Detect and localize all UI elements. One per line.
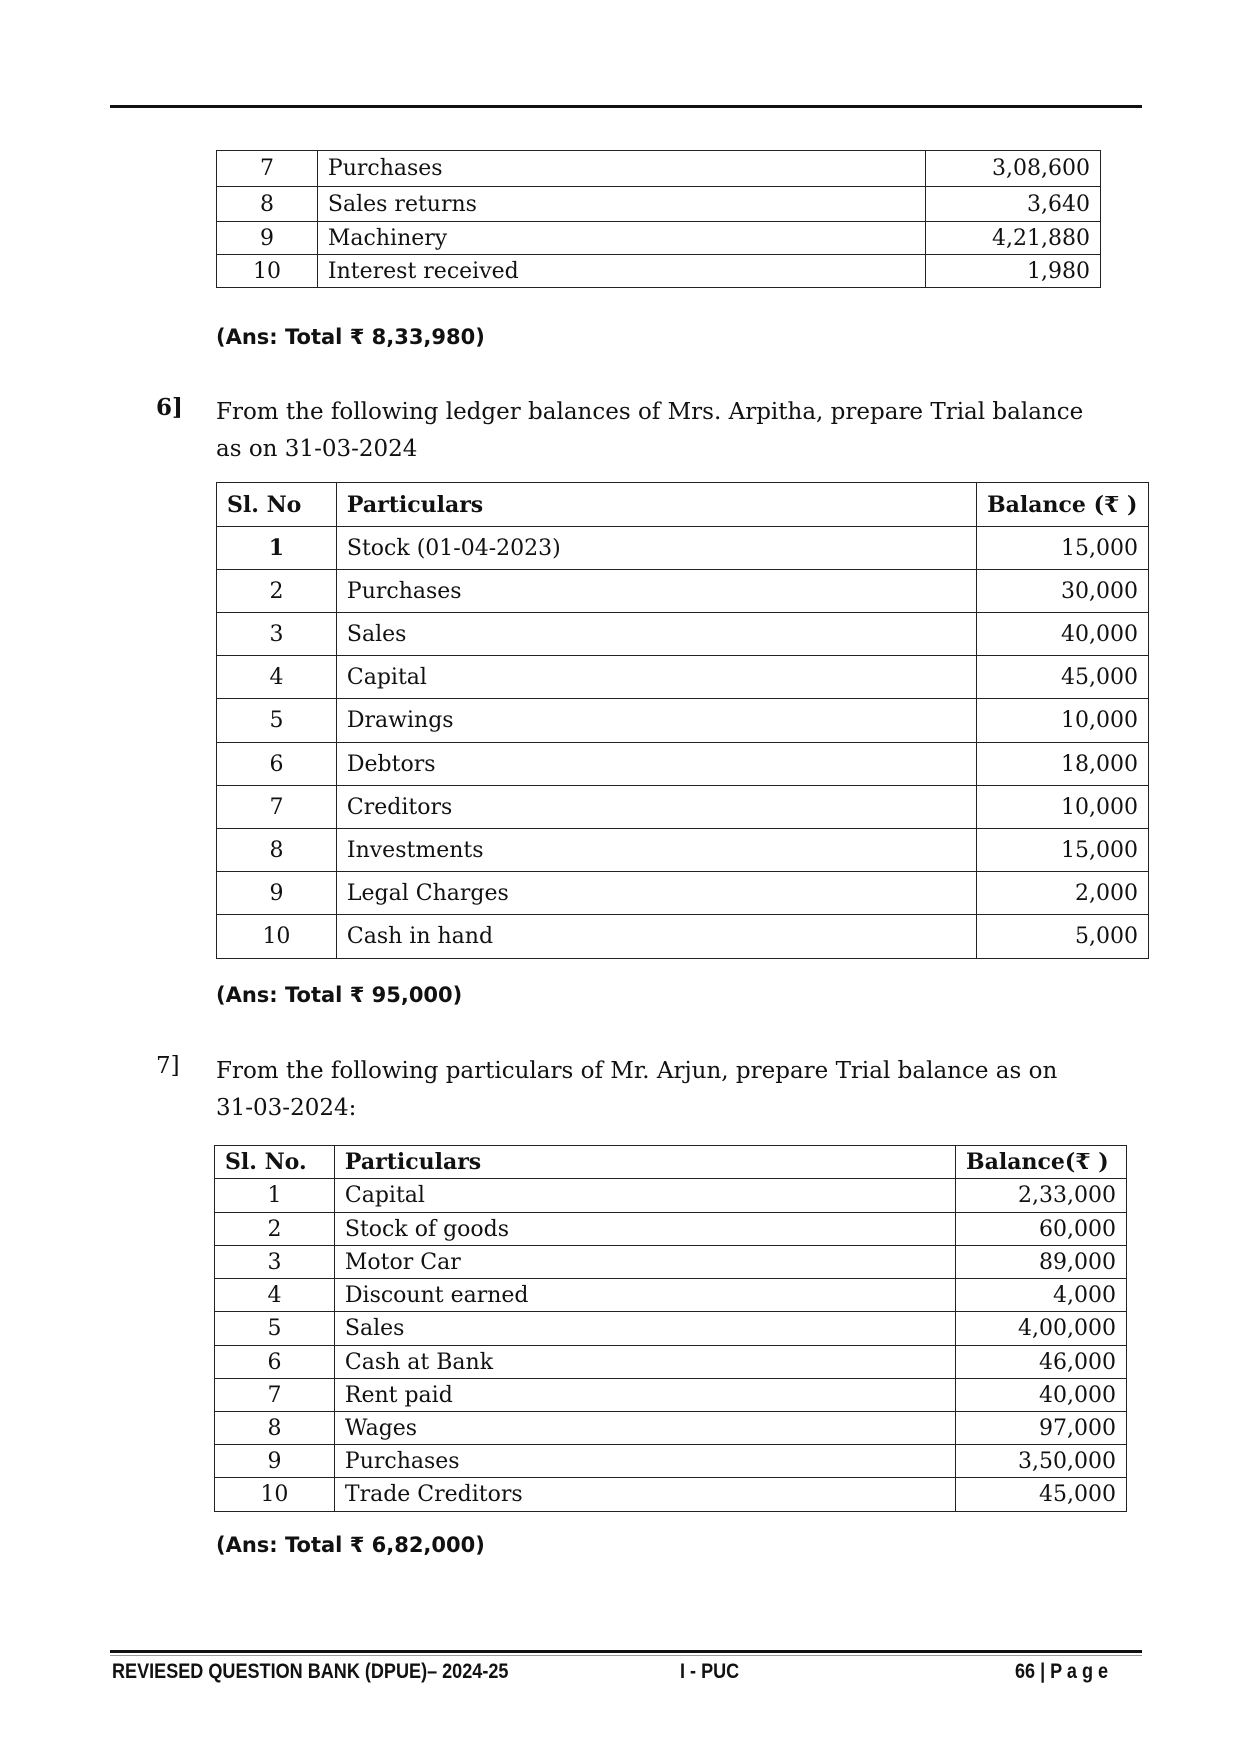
trial-balance-table-arpitha bbox=[216, 482, 1149, 959]
row-amount-cell: 10,000 bbox=[977, 786, 1149, 829]
footer-center: I - PUC bbox=[680, 1660, 740, 1683]
ledger-table-continued bbox=[216, 150, 1101, 288]
row-amount-cell: 5,000 bbox=[977, 915, 1149, 959]
row-sl-cell: 8 bbox=[217, 187, 318, 222]
row-amount-cell: 10,000 bbox=[977, 699, 1149, 743]
row-sl-cell: 5 bbox=[217, 699, 337, 743]
row-particular-cell: Interest received bbox=[317, 255, 925, 288]
table-row bbox=[215, 1246, 1127, 1279]
table-row bbox=[217, 222, 1101, 255]
row-sl-cell: 7 bbox=[217, 786, 337, 829]
row-sl-cell: 10 bbox=[215, 1478, 335, 1512]
table-row bbox=[217, 151, 1101, 187]
row-sl-cell: 1 bbox=[215, 1179, 335, 1213]
row-amount-cell: 40,000 bbox=[977, 613, 1149, 656]
answer-total-3: (Ans: Total ₹ 6,82,000) bbox=[216, 1533, 485, 1557]
row-sl-cell: 5 bbox=[215, 1312, 335, 1346]
row-amount-cell: 18,000 bbox=[977, 743, 1149, 786]
row-amount-cell: 4,00,000 bbox=[956, 1312, 1127, 1346]
row-particular-cell: Cash at Bank bbox=[334, 1346, 955, 1379]
row-particular-cell: Creditors bbox=[336, 786, 976, 829]
table-row bbox=[215, 1213, 1127, 1246]
row-amount-cell: 1,980 bbox=[926, 255, 1101, 288]
row-sl-cell: 6 bbox=[215, 1346, 335, 1379]
row-sl-cell: 4 bbox=[215, 1279, 335, 1312]
table-row bbox=[215, 1312, 1127, 1346]
row-particular-cell: Sales bbox=[336, 613, 976, 656]
row-particular-cell: Drawings bbox=[336, 699, 976, 743]
row-amount-cell: 40,000 bbox=[956, 1379, 1127, 1412]
row-particular-cell: Sales returns bbox=[317, 187, 925, 222]
table-row bbox=[217, 255, 1101, 288]
row-sl-cell: 8 bbox=[217, 829, 337, 872]
row-sl-cell: 10 bbox=[217, 915, 337, 959]
table-row bbox=[217, 829, 1149, 872]
table-row bbox=[215, 1445, 1127, 1478]
row-sl-cell: 9 bbox=[217, 222, 318, 255]
row-sl-cell: 7 bbox=[215, 1379, 335, 1412]
question-text-7: From the following particulars of Mr. Arjun, prepare Trial balance as on 31-03-2024: bbox=[216, 1058, 1058, 1121]
table-row bbox=[217, 187, 1101, 222]
row-amount-cell: 60,000 bbox=[956, 1213, 1127, 1246]
row-amount-cell: 89,000 bbox=[956, 1246, 1127, 1279]
row-particular-cell: Rent paid bbox=[334, 1379, 955, 1412]
table-row bbox=[217, 527, 1149, 570]
column-header-particulars: Particulars bbox=[334, 1146, 955, 1179]
table-row bbox=[215, 1279, 1127, 1312]
column-header-balance: Balance (₹ ) bbox=[977, 483, 1149, 527]
question-number-7: 7] bbox=[156, 1053, 180, 1079]
answer-total-1: (Ans: Total ₹ 8,33,980) bbox=[216, 325, 485, 349]
row-sl-cell: 3 bbox=[217, 613, 337, 656]
row-particular-cell: Cash in hand bbox=[336, 915, 976, 959]
row-particular-cell: Purchases bbox=[334, 1445, 955, 1478]
footer-left: REVIESED QUESTION BANK (DPUE)– 2024-25 bbox=[112, 1660, 509, 1683]
table-row bbox=[217, 743, 1149, 786]
row-particular-cell: Investments bbox=[336, 829, 976, 872]
row-amount-cell: 4,21,880 bbox=[926, 222, 1101, 255]
row-particular-cell: Stock of goods bbox=[334, 1213, 955, 1246]
table-row bbox=[217, 656, 1149, 699]
answer-total-2: (Ans: Total ₹ 95,000) bbox=[216, 983, 463, 1007]
row-amount-cell: 30,000 bbox=[977, 570, 1149, 613]
row-amount-cell: 3,640 bbox=[926, 187, 1101, 222]
row-amount-cell: 3,08,600 bbox=[926, 151, 1101, 187]
column-header-particulars: Particulars bbox=[336, 483, 976, 527]
table-row bbox=[217, 570, 1149, 613]
row-amount-cell: 45,000 bbox=[956, 1478, 1127, 1512]
question-text-6: From the following ledger balances of Mrs. Arpitha, prepare Trial balance as on 31-03-2024 bbox=[216, 399, 1084, 462]
row-particular-cell: Discount earned bbox=[334, 1279, 955, 1312]
row-sl-cell: 9 bbox=[215, 1445, 335, 1478]
table-row bbox=[215, 1379, 1127, 1412]
row-amount-cell: 15,000 bbox=[977, 829, 1149, 872]
row-particular-cell: Legal Charges bbox=[336, 872, 976, 915]
column-header-sl: Sl. No bbox=[217, 483, 337, 527]
row-amount-cell: 4,000 bbox=[956, 1279, 1127, 1312]
header-rule bbox=[110, 105, 1142, 108]
row-particular-cell: Motor Car bbox=[334, 1246, 955, 1279]
table-row bbox=[215, 1179, 1127, 1213]
row-particular-cell: Sales bbox=[334, 1312, 955, 1346]
row-amount-cell: 2,000 bbox=[977, 872, 1149, 915]
column-header-balance: Balance(₹ ) bbox=[956, 1146, 1127, 1179]
footer-rule-thin bbox=[110, 1655, 1142, 1656]
table-row bbox=[217, 872, 1149, 915]
row-sl-cell: 2 bbox=[215, 1213, 335, 1246]
row-sl-cell: 2 bbox=[217, 570, 337, 613]
row-sl-cell: 6 bbox=[217, 743, 337, 786]
row-particular-cell: Trade Creditors bbox=[334, 1478, 955, 1512]
row-amount-cell: 3,50,000 bbox=[956, 1445, 1127, 1478]
row-amount-cell: 2,33,000 bbox=[956, 1179, 1127, 1213]
column-header-sl: Sl. No. bbox=[215, 1146, 335, 1179]
row-particular-cell: Purchases bbox=[317, 151, 925, 187]
footer-page-number: 66 | P a g e bbox=[1015, 1660, 1109, 1683]
footer-rule bbox=[110, 1650, 1142, 1653]
row-sl-cell: 1 bbox=[217, 527, 337, 570]
row-amount-cell: 97,000 bbox=[956, 1412, 1127, 1445]
table-row bbox=[215, 1412, 1127, 1445]
question-number-6: 6] bbox=[156, 394, 183, 421]
row-particular-cell: Purchases bbox=[336, 570, 976, 613]
row-sl-cell: 7 bbox=[217, 151, 318, 187]
row-particular-cell: Capital bbox=[336, 656, 976, 699]
table-row bbox=[217, 915, 1149, 959]
row-amount-cell: 15,000 bbox=[977, 527, 1149, 570]
row-sl-cell: 3 bbox=[215, 1246, 335, 1279]
row-amount-cell: 46,000 bbox=[956, 1346, 1127, 1379]
table-row bbox=[217, 786, 1149, 829]
row-particular-cell: Machinery bbox=[317, 222, 925, 255]
row-sl-cell: 10 bbox=[217, 255, 318, 288]
trial-balance-table-arjun bbox=[214, 1145, 1127, 1512]
row-sl-cell: 4 bbox=[217, 656, 337, 699]
row-particular-cell: Stock (01-04-2023) bbox=[336, 527, 976, 570]
row-sl-cell: 8 bbox=[215, 1412, 335, 1445]
row-particular-cell: Debtors bbox=[336, 743, 976, 786]
row-particular-cell: Wages bbox=[334, 1412, 955, 1445]
row-sl-cell: 9 bbox=[217, 872, 337, 915]
table-row bbox=[217, 699, 1149, 743]
row-particular-cell: Capital bbox=[334, 1179, 955, 1213]
table-row bbox=[215, 1478, 1127, 1512]
table-row bbox=[217, 613, 1149, 656]
table-row bbox=[215, 1346, 1127, 1379]
row-amount-cell: 45,000 bbox=[977, 656, 1149, 699]
